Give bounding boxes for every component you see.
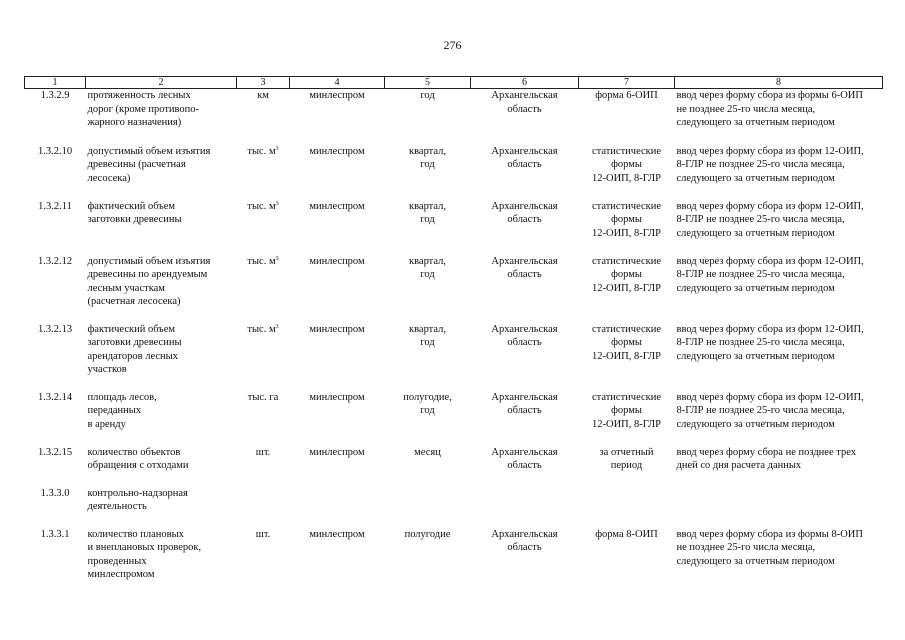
- table-row: [25, 200, 883, 255]
- indicator-table: [24, 76, 883, 584]
- column-header: 8: [675, 77, 883, 89]
- table-row: [25, 323, 883, 391]
- responsible-body: минлеспром: [309, 391, 365, 403]
- column-header: 7: [579, 77, 675, 89]
- column-header: 2: [86, 77, 237, 89]
- territorial-level: Архангельская область: [491, 528, 558, 553]
- reporting-period: год: [420, 90, 435, 101]
- territorial-level: Архангельская область: [491, 255, 558, 280]
- input-method: ввод через форму сбора из форм 12-ОИП, 8-ГЛР не позднее 25-го числа месяца, следующего за отчетным периодом: [676, 255, 864, 294]
- indicator-name: фактический объем заготовки древесины арендаторов лесных участков: [87, 323, 182, 375]
- indicator-code: 1.3.2.14: [37, 391, 73, 403]
- territorial-level: Архангельская область: [491, 446, 558, 471]
- input-method: ввод через форму сбора из форм 12-ОИП, 8-ГЛР не позднее 25-го числа месяца, следующего за отчетным периодом: [676, 323, 864, 362]
- data-source: форма 8-ОИП: [595, 528, 658, 540]
- input-method: ввод через форму сбора не позднее трех дней со дня расчета данных: [676, 446, 856, 471]
- unit-of-measure: шт.: [255, 446, 271, 458]
- indicator-name: протяженность лесных дорог (кроме противопо- жарного назначения): [87, 90, 200, 128]
- table-row: [25, 255, 883, 323]
- data-source: статистические формы 12-ОИП, 8-ГЛР: [591, 391, 662, 430]
- indicator-code: 1.3.2.15: [37, 446, 73, 458]
- responsible-body: минлеспром: [309, 528, 365, 540]
- reporting-period: квартал, год: [408, 145, 447, 170]
- responsible-body: минлеспром: [309, 145, 365, 157]
- reporting-period: [385, 487, 471, 528]
- territorial-level: Архангельская область: [491, 323, 558, 348]
- unit-superscript: 3: [275, 200, 279, 207]
- input-method: [675, 487, 883, 528]
- indicator-name: допустимый объем изъятия древесины (расчетная лесосека): [87, 145, 211, 184]
- reporting-period: месяц: [414, 446, 441, 458]
- unit-of-measure: тыс. га: [247, 391, 279, 403]
- data-source: статистические формы 12-ОИП, 8-ГЛР: [591, 323, 662, 362]
- column-header: 6: [471, 77, 579, 89]
- data-source: форма 6-ОИП: [595, 90, 658, 101]
- table-row: [25, 145, 883, 200]
- data-source: статистические формы 12-ОИП, 8-ГЛР: [591, 255, 662, 294]
- responsible-body: минлеспром: [309, 200, 365, 212]
- input-method: ввод через форму сбора из форм 12-ОИП, 8-ГЛР не позднее 25-го числа месяца, следующего за отчетным периодом: [676, 145, 864, 184]
- page-number: 276: [443, 38, 462, 52]
- unit-of-measure: шт.: [255, 528, 271, 540]
- reporting-period: полугодие, год: [403, 391, 452, 416]
- territorial-level: Архангельская область: [491, 391, 558, 416]
- column-header: 5: [385, 77, 471, 89]
- unit-superscript: 3: [275, 145, 279, 152]
- responsible-body: минлеспром: [309, 90, 365, 101]
- indicator-code: 1.3.2.12: [37, 255, 73, 267]
- indicator-code: 1.3.2.11: [38, 200, 72, 212]
- column-header: 4: [290, 77, 385, 89]
- indicator-code: 1.3.2.13: [37, 323, 73, 335]
- input-method: ввод через форму сбора из формы 6-ОИП не позднее 25-го числа месяца, следующего за отчетным периодом: [676, 90, 863, 128]
- reporting-period: полугодие: [404, 528, 451, 540]
- reporting-period: квартал, год: [408, 323, 447, 348]
- data-source: [579, 487, 675, 528]
- indicator-name: площадь лесов, переданных в аренду: [87, 391, 157, 430]
- indicator-name: фактический объем заготовки древесины: [87, 200, 182, 225]
- unit-of-measure: км: [257, 90, 269, 101]
- unit-superscript: 3: [275, 255, 279, 262]
- column-number-header: [25, 77, 883, 89]
- indicator-code: 1.3.2.10: [37, 145, 73, 157]
- column-header: 1: [25, 77, 86, 89]
- responsible-body: минлеспром: [309, 255, 365, 267]
- input-method: ввод через форму сбора из форм 12-ОИП, 8-ГЛР не позднее 25-го числа месяца, следующего за отчетным периодом: [676, 391, 864, 430]
- table-row: [25, 528, 883, 584]
- responsible-body: минлеспром: [309, 323, 365, 335]
- table-row: [25, 487, 883, 528]
- input-method: ввод через форму сбора из формы 8-ОИП не позднее 25-го числа месяца, следующего за отчетным периодом: [676, 528, 863, 567]
- unit-of-measure: [237, 487, 290, 528]
- input-method: ввод через форму сбора из форм 12-ОИП, 8-ГЛР не позднее 25-го числа месяца, следующего за отчетным периодом: [676, 200, 864, 239]
- indicator-name: контрольно-надзорная деятельность: [87, 487, 188, 512]
- data-source: статистические формы 12-ОИП, 8-ГЛР: [591, 145, 662, 184]
- column-header: 3: [237, 77, 290, 89]
- indicator-code: 1.3.3.1: [40, 528, 70, 540]
- reporting-period: квартал, год: [408, 255, 447, 280]
- indicator-name: количество объектов обращения с отходами: [87, 446, 189, 471]
- table-row: [25, 446, 883, 487]
- unit-of-measure: тыс. $м^3$: [247, 255, 279, 267]
- responsible-body: минлеспром: [309, 446, 365, 458]
- unit-of-measure: тыс. $м^3$: [247, 145, 279, 157]
- territorial-level: Архангельская область: [491, 200, 558, 225]
- unit-superscript: 3: [275, 323, 279, 330]
- indicator-code: 1.3.2.9: [40, 90, 70, 101]
- table-row: [25, 391, 883, 446]
- territorial-level: Архангельская область: [491, 90, 558, 115]
- data-source: за отчетный период: [599, 446, 654, 471]
- territorial-level: Архангельская область: [491, 145, 558, 170]
- reporting-period: квартал, год: [408, 200, 447, 225]
- indicator-name: допустимый объем изъятия древесины по арендуемым лесным участкам (расчетная лесосека): [87, 255, 211, 307]
- unit-of-measure: тыс. $м^3$: [247, 323, 279, 335]
- territorial-level: [471, 487, 579, 528]
- data-source: статистические формы 12-ОИП, 8-ГЛР: [591, 200, 662, 239]
- table-row: [25, 89, 883, 145]
- unit-of-measure: тыс. $м^3$: [247, 200, 279, 212]
- indicator-code: 1.3.3.0: [40, 487, 70, 499]
- responsible-body: [290, 487, 385, 528]
- indicator-name: количество плановых и внеплановых проверок, проведенных минлеспромом: [87, 528, 202, 580]
